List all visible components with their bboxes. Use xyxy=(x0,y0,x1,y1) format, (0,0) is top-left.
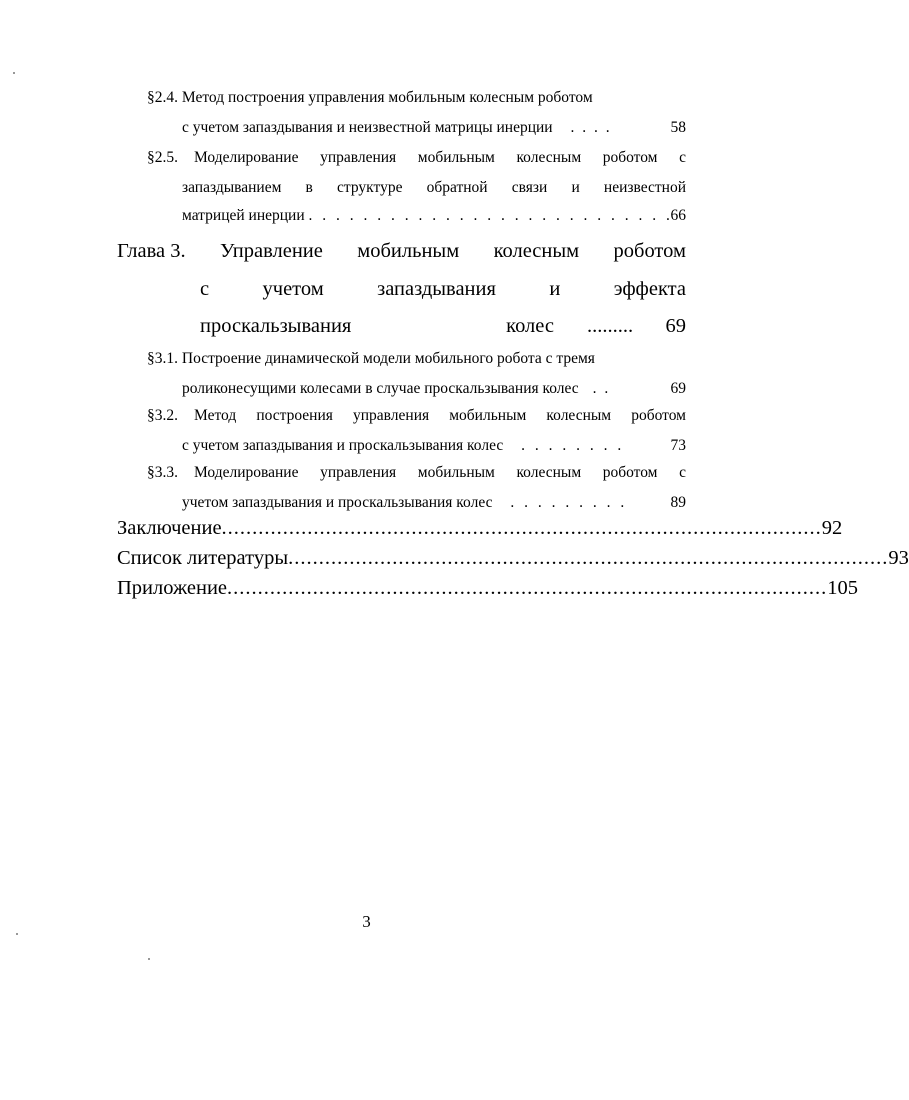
toc-appendix xyxy=(117,577,859,600)
section-number: §3.2. xyxy=(147,407,178,424)
section-title-cont: учетом запаздывания и проскальзывания колес xyxy=(182,494,493,511)
toc-entry-3-1-line-1 xyxy=(147,350,595,368)
word: роботом xyxy=(602,149,658,166)
word: с xyxy=(679,464,686,481)
toc-entry-2-5-line-2 xyxy=(182,179,686,197)
leader-dots: . . . . xyxy=(570,119,612,136)
word: Метод xyxy=(194,407,237,424)
word: неизвестной xyxy=(603,179,686,196)
word: роботом xyxy=(602,464,658,481)
word: Моделирование xyxy=(194,464,299,481)
page-number: 69 xyxy=(665,315,686,337)
toc-chapter-3-line-2 xyxy=(200,278,686,301)
page-number: 69 xyxy=(670,380,686,397)
page-number: 58 xyxy=(670,119,686,136)
toc-entry-3-2-line-1 xyxy=(194,407,686,425)
word: Управление xyxy=(220,240,323,262)
leader-dots: ......... xyxy=(587,315,634,337)
leader-dots: .................................................................................................. xyxy=(288,547,889,569)
chapter-label: Глава 3. xyxy=(117,240,186,262)
toc-entry-3-3-line-2 xyxy=(182,494,627,512)
word: учетом xyxy=(262,278,324,300)
word: с xyxy=(679,149,686,166)
word: колесным xyxy=(516,464,582,481)
toc-chapter-3-line-1 xyxy=(117,240,686,263)
entry-title: Приложение xyxy=(117,577,228,599)
page-number: 89 xyxy=(670,494,686,511)
word: и xyxy=(549,278,561,300)
toc-entry-3-2-line-2 xyxy=(182,437,624,455)
word: колесным xyxy=(546,407,612,424)
page-number: 66 xyxy=(670,207,686,224)
leader-dots: . . xyxy=(592,380,611,397)
word: в xyxy=(305,179,313,196)
word: мобильным xyxy=(449,407,527,424)
word: запаздыванием xyxy=(182,179,282,196)
section-title: Построение динамической модели мобильного робота с тремя xyxy=(181,350,595,367)
word: мобильным xyxy=(417,464,495,481)
entry-title: Список литературы xyxy=(117,547,289,569)
leader-dots: .................................................................................................. xyxy=(227,577,828,599)
leader-dots: .................................................................................................. xyxy=(221,517,822,539)
word: эффекта xyxy=(613,278,686,300)
section-number: §3.1. xyxy=(147,350,178,367)
word: и xyxy=(571,179,580,196)
toc-entry-3-3-line-1 xyxy=(194,464,686,482)
section-number: §2.4. xyxy=(147,89,178,106)
toc-conclusion xyxy=(117,517,843,540)
word: колес xyxy=(506,315,554,337)
word: обратной xyxy=(426,179,488,196)
entry-title: Заключение xyxy=(117,517,222,539)
word: колесным xyxy=(516,149,582,166)
section-title-cont: матрицей инерции xyxy=(182,207,305,224)
leader-dots: . . . . . . . . xyxy=(521,437,625,454)
toc-chapter-3-line-3 xyxy=(200,315,554,338)
word: связи xyxy=(511,179,548,196)
word: построения xyxy=(256,407,333,424)
word: роботом xyxy=(631,407,686,424)
section-number: §3.3. xyxy=(147,464,178,481)
word: структуре xyxy=(337,179,403,196)
page-footer-number: 3 xyxy=(362,912,371,931)
page-number: 105 xyxy=(827,577,859,599)
leader-dots: . . . . . . . . . xyxy=(510,494,628,511)
scan-speck xyxy=(16,933,18,935)
word: управления xyxy=(320,149,397,166)
page-number: 92 xyxy=(821,517,843,539)
toc-entry-2-4-line-1 xyxy=(147,89,593,107)
section-title: Метод построения управления мобильным колесным роботом xyxy=(181,89,593,106)
toc-entry-2-5-line-3 xyxy=(182,207,673,225)
leader-dots: . . . . . . . . . . . . . . . . . . . . . . . . . . . xyxy=(308,207,673,224)
toc-entry-3-1-line-2 xyxy=(182,380,610,398)
word: мобильным xyxy=(357,240,460,262)
word: мобильным xyxy=(417,149,495,166)
word: управления xyxy=(320,464,397,481)
page-number: 73 xyxy=(670,437,686,454)
word: Моделирование xyxy=(194,149,299,166)
toc-entry-2-4-line-2 xyxy=(182,119,612,137)
page-number: 93 xyxy=(888,547,909,569)
section-title-cont: с учетом запаздывания и проскальзывания колес xyxy=(182,437,504,454)
word: управления xyxy=(353,407,430,424)
toc-references xyxy=(117,547,909,570)
word: роботом xyxy=(613,240,686,262)
toc-entry-2-5-line-1 xyxy=(194,149,686,167)
section-title-cont: с учетом запаздывания и неизвестной матрицы инерции xyxy=(182,119,553,136)
word: колесным xyxy=(493,240,580,262)
word: с xyxy=(200,278,210,300)
word: проскальзывания xyxy=(200,315,352,337)
scan-speck xyxy=(148,958,150,960)
section-title-cont: роликонесущими колесами в случае проскальзывания колес xyxy=(182,380,579,397)
scan-speck xyxy=(13,72,15,74)
section-number: §2.5. xyxy=(147,149,178,166)
word: запаздывания xyxy=(377,278,496,300)
